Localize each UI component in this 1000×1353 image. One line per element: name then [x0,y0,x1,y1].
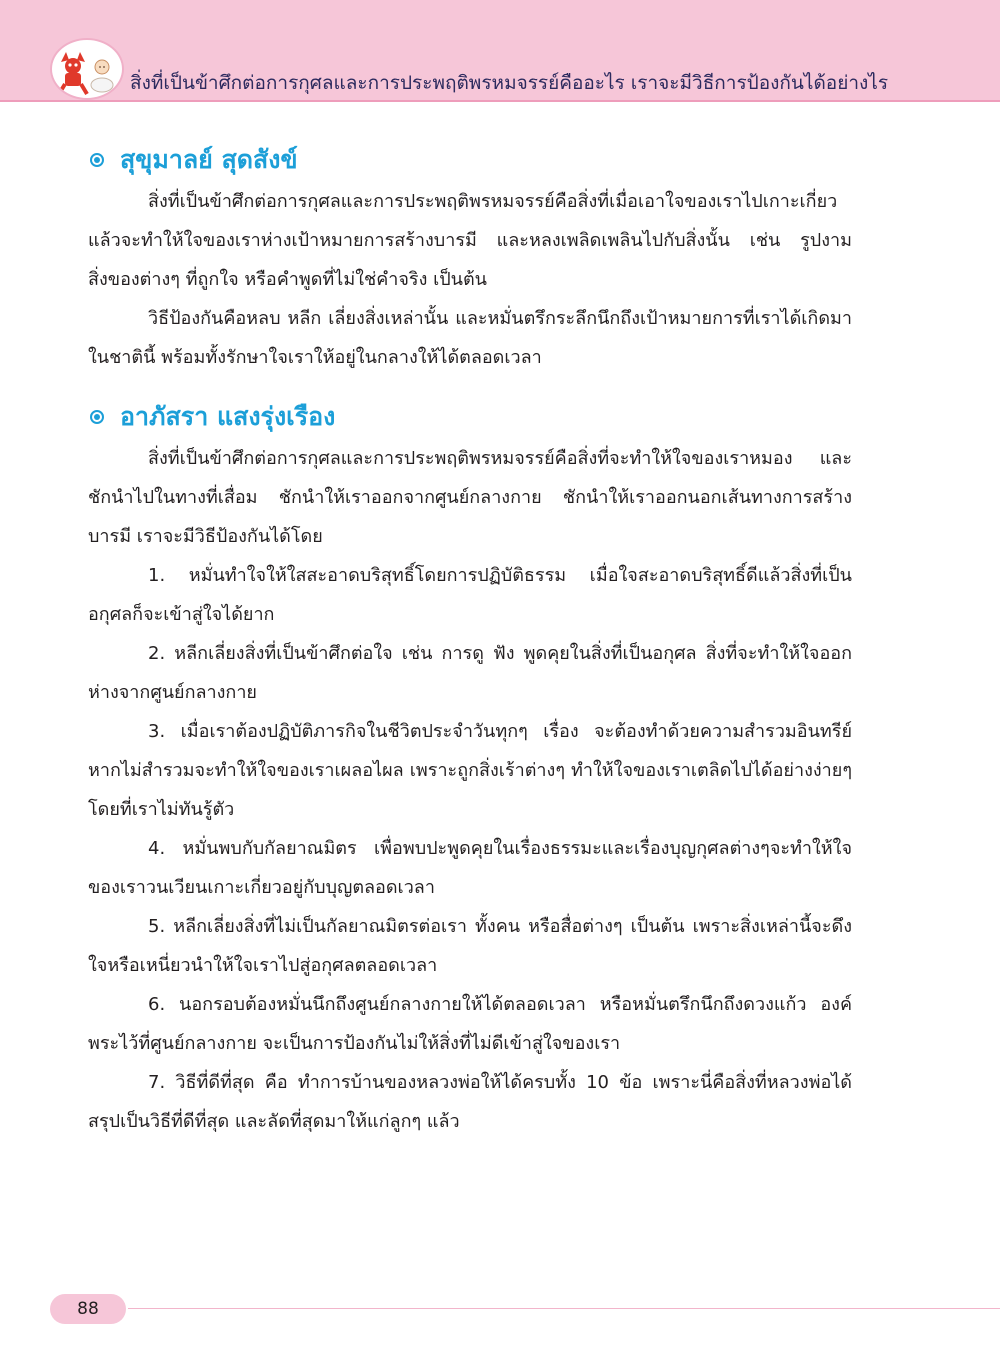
list-item: 7. วิธีที่ดีที่สุด คือ ทำการบ้านของหลวงพ่อให้ได้ครบทั้ง 10 ข้อ เพราะนี่คือสิ่งที่หลวงพ่อได้สรุปเป็นวิธีที่ดีที่สุด และลัดที่สุดมาให้แก่ลูกๆ แล้ว [88,1072,852,1132]
list-item: 4. หมั่นพบกับกัลยาณมิตร เพื่อพบปะพูดคุยในเรื่องธรรมะและเรื่องบุญกุศลต่างๆจะทำให้ใจของเราวนเวียนเกาะเกี่ยวอยู่กับบุญตลอดเวลา [88,838,852,898]
list-item: 6. นอกรอบต้องหมั่นนึกถึงศูนย์กลางกายให้ได้ตลอดเวลา หรือหมั่นตรึกนึกถึงดวงแก้ว องค์พระไว้ที่ศูนย์กลางกาย จะเป็นการป้องกันไม่ให้สิ่งที่ไม่ดีเข้าสู่ใจของเรา [88,994,852,1054]
list-item: 1. หมั่นทำใจให้ใสสะอาดบริสุทธิ์โดยการปฏิบัติธรรม เมื่อใจสะอาดบริสุทธิ์ดีแล้วสิ่งที่เป็นอกุศลก็จะเข้าสู่ใจได้ยาก [88,565,852,625]
cartoon-characters-icon [50,38,124,100]
list-item: 3. เมื่อเราต้องปฏิบัติภารกิจในชีวิตประจำวันทุกๆ เรื่อง จะต้องทำด้วยความสำรวมอินทรีย์ หากไม่สำรวมจะทำให้ใจของเราเผลอไผล เพราะถูกสิ่งเร้าต่างๆ ทำให้ใจของเราเตลิดไปได้อย่างง่ายๆ โดยที่เราไม่ทันรู้ตัว [88,721,852,820]
list-item: 5. หลีกเลี่ยงสิ่งที่ไม่เป็นกัลยาณมิตรต่อเรา ทั้งคน หรือสื่อต่างๆ เป็นต้น เพราะสิ่งเหล่านี้จะดึงใจหรือเหนี่ยวนำให้ใจเราไปสู่อกุศลตลอดเวลา [88,916,852,976]
author-name: อาภัสรา แสงรุ่งเรือง [120,402,336,431]
section-heading-1 [88,138,852,182]
bullet-circle-icon [90,410,104,424]
paragraph: สิ่งที่เป็นข้าศึกต่อการกุศลและการประพฤติพรหมจรรย์คือสิ่งที่เมื่อเอาใจของเราไปเกาะเกี่ยวแล้วจะทำให้ใจของเราห่างเป้าหมายการสร้างบารมี และหลงเพลิดเพลินไปกับสิ่งนั้น เช่น รูปงาม สิ่งของต่างๆ ที่ถูกใจ หรือคำพูดที่ไม่ใช่คำจริง เป็นต้น [88,191,852,290]
section-heading-2 [88,395,852,439]
paragraph: วิธีป้องกันคือหลบ หลีก เลี่ยงสิ่งเหล่านั้น และหมั่นตรึกระลึกนึกถึงเป้าหมายการที่เราได้เกิดมาในชาตินี้ พร้อมทั้งรักษาใจเราให้อยู่ในกลางให้ได้ตลอดเวลา [88,308,852,368]
list-item: 2. หลีกเลี่ยงสิ่งที่เป็นข้าศึกต่อใจ เช่น การดู ฟัง พูดคุยในสิ่งที่เป็นอกุศล สิ่งที่จะทำให้ใจออกห่างจากศูนย์กลางกาย [88,643,852,703]
page-content [88,138,852,1141]
paragraph: สิ่งที่เป็นข้าศึกต่อการกุศลและการประพฤติพรหมจรรย์คือสิ่งที่จะทำให้ใจของเราหมอง และชักนำไปในทางที่เสื่อม ชักนำให้เราออกจากศูนย์กลางกาย ชักนำให้เราออกนอกเส้นทางการสร้างบารมี เราจะมีวิธีป้องกันได้โดย [88,448,852,547]
author-name: สุขุมาลย์ สุดสังข์ [120,145,298,174]
header-divider [0,100,1000,102]
page-number: 88 [50,1294,126,1324]
header-title: สิ่งที่เป็นข้าศึกต่อการกุศลและการประพฤติพรหมจรรย์คืออะไร เราจะมีวิธีการป้องกันได้อย่างไร [130,72,889,94]
bullet-circle-icon [90,153,104,167]
footer-divider [128,1308,1000,1309]
